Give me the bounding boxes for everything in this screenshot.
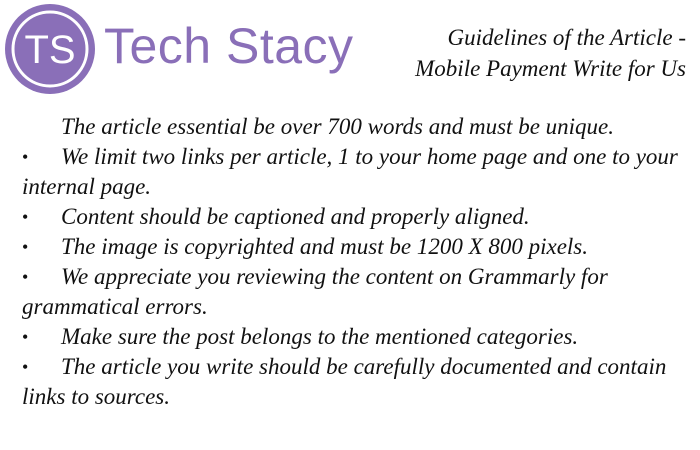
heading-line-2: Mobile Payment Write for Us <box>415 56 686 81</box>
brand-logo <box>0 0 360 100</box>
list-item: • The image is copyrighted and must be 1200 X 800 pixels. <box>22 232 692 262</box>
list-item: • Content should be captioned and properly aligned. <box>22 202 692 232</box>
list-item: • We appreciate you reviewing the content on Grammarly for grammatical errors. <box>22 262 692 322</box>
list-item: • We limit two links per article, 1 to your home page and one to your internal page. <box>22 142 692 202</box>
brand-logo-icon <box>0 0 100 100</box>
intro-paragraph: The article essential be over 700 words and must be unique. <box>61 114 614 139</box>
heading-line-1: Guidelines of the Article - <box>447 25 686 50</box>
article-heading <box>415 22 686 84</box>
list-item: • The article you write should be carefully documented and contain links to sources. <box>22 352 692 412</box>
list-item: • Make sure the post belongs to the mentioned categories. <box>22 322 692 352</box>
guidelines-content <box>22 112 692 412</box>
brand-name: Tech Stacy <box>104 18 354 74</box>
logo-initials: TS <box>24 28 76 72</box>
